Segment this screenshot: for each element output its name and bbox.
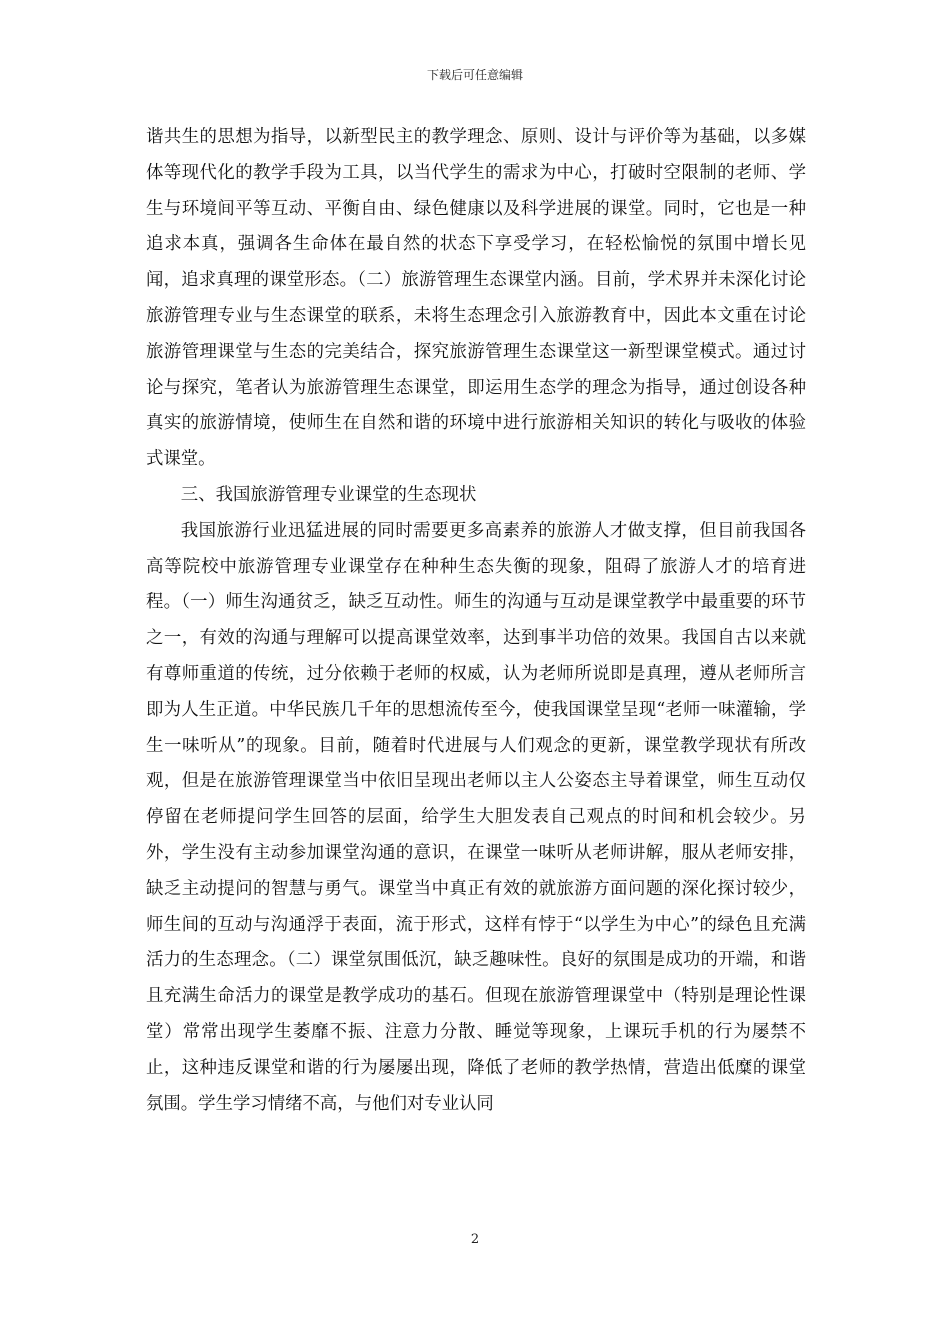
page-number: 2 xyxy=(470,1232,480,1247)
paragraph-continuation: 谐共生的思想为指导，以新型民主的教学理念、原则、设计与评价等为基础，以多媒体等现代化的教学手段为工具，以当代学生的需求为中心，打破时空限制的老师、学生与环境间平等互动、平衡自由、绿色健康以及科学进展的课堂。同时，它也是一种追求本真，强调各生命体在最自然的状态下享受学习，在轻松愉悦的氛围中增长见闻，追求真理的课堂形态。（二）旅游管理生态课堂内涵。目前，学术界并未深化讨论旅游管理专业与生态课堂的联系，未将生态理念引入旅游教育中，因此本文重在讨论旅游管理课堂与生态的完美结合，探究旅游管理生态课堂这一新型课堂模式。通过讨论与探究，笔者认为旅游管理生态课堂，即运用生态学的理念为指导，通过创设各种真实的旅游情境，使师生在自然和谐的环境中进行旅游相关知识的转化与吸收的体验式课堂。 xyxy=(146,127,806,470)
page-header: 下载后可任意编辑 xyxy=(426,68,523,82)
section-heading: 三、我国旅游管理专业课堂的生态现状 xyxy=(180,484,477,505)
document-body xyxy=(146,120,806,1122)
paragraph: 我国旅游行业迅猛进展的同时需要更多高素养的旅游人才做支撑，但目前我国各高等院校中旅游管理专业课堂存在种种生态失衡的现象，阻碍了旅游人才的培育进程。（一）师生沟通贫乏，缺乏互动性。师生的沟通与互动是课堂教学中最重要的环节之一，有效的沟通与理解可以提高课堂效率，达到事半功倍的效果。我国自古以来就有尊师重道的传统，过分依赖于老师的权威，认为老师所说即是真理，遵从老师所言即为人生正道。中华民族几千年的思想流传至今，使我国课堂呈现“老师一味灌输，学生一味听从”的现象。目前，随着时代进展与人们观念的更新，课堂教学现状有所改观，但是在旅游管理课堂当中依旧呈现出老师以主人公姿态主导着课堂，师生互动仅停留在老师提问学生回答的层面，给学生大胆发表自己观点的时间和机会较少。另外，学生没有主动参加课堂沟通的意识，在课堂一味听从老师讲解，服从老师安排，缺乏主动提问的智慧与勇气。课堂当中真正有效的就旅游方面问题的深化探讨较少，师生间的互动与沟通浮于表面，流于形式，这样有悖于“以学生为中心”的绿色且充满活力的生态理念。（二）课堂氛围低沉，缺乏趣味性。良好的氛围是成功的开端，和谐且充满生命活力的课堂是教学成功的基石。但现在旅游管理课堂中（特别是理论性课堂）常常出现学生萎靡不振、注意力分散、睡觉等现象，上课玩手机的行为屡禁不止，这种违反课堂和谐的行为屡屡出现，降低了老师的教学热情，营造出低糜的课堂氛围。学生学习情绪不高，与他们对专业认同 xyxy=(146,520,806,1114)
